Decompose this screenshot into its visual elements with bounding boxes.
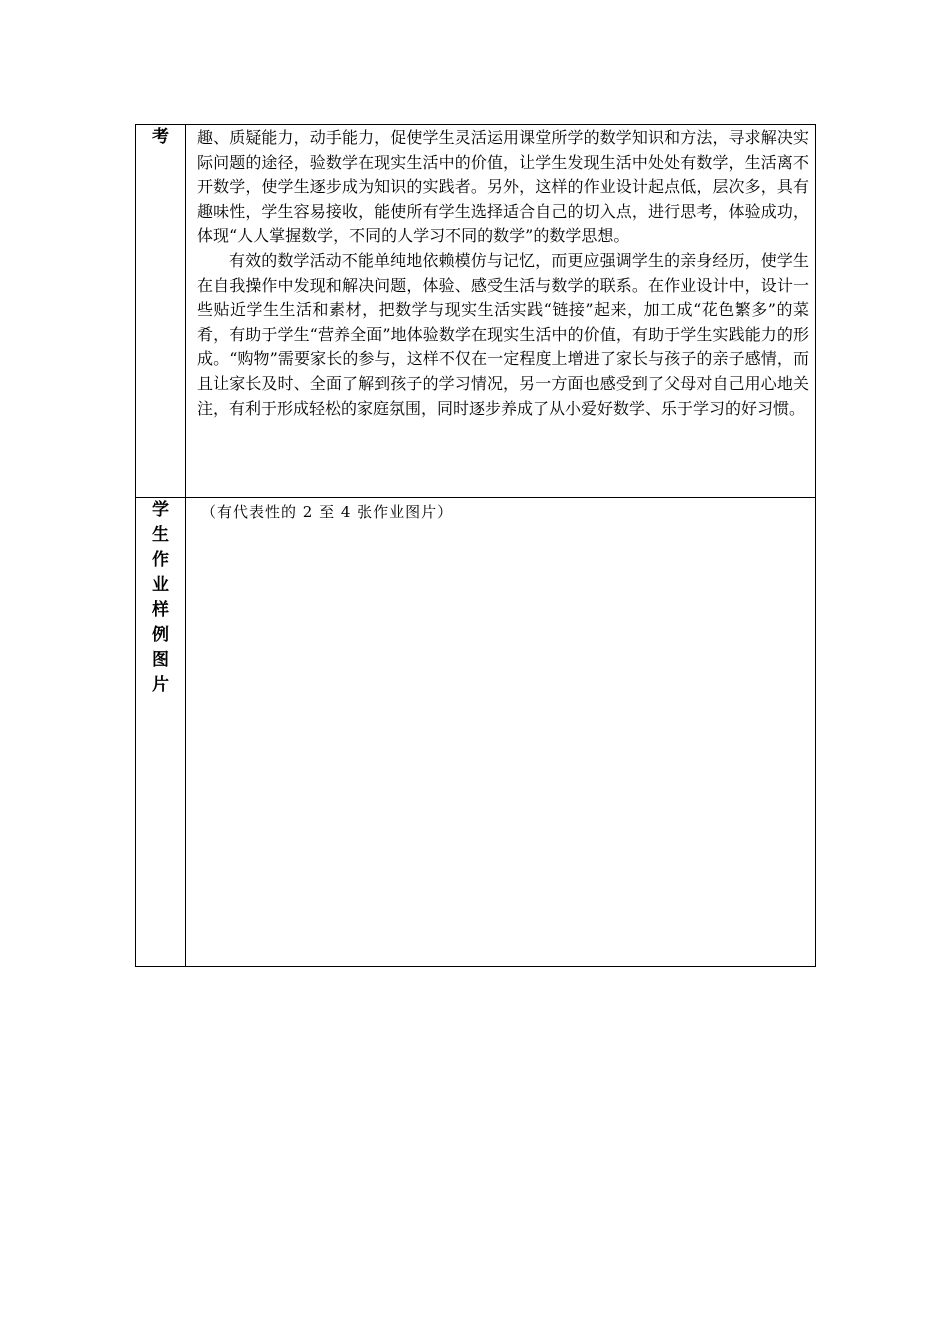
- reflection-paragraph-2: 有效的数学活动不能单纯地依赖模仿与记忆，而更应强调学生的亲身经历，使学生在自我操作中发现和解决问题，体验、感受生活与数学的联系。在作业设计中，设计一些贴近学生生活和素材，把数学与现实生活实践“链接”起来，加工成“花色繁多”的菜肴，有助于学生“营养全面”地体验数学在现实生活中的价值，有助于学生实践能力的形成。“购物”需要家长的参与，这样不仅在一定程度上增进了家长与孩子的亲子感情，而且让家长及时、全面了解到孩子的学习情况，另一方面也感受到了父母对自己用心地关注，有利于形成轻松的家庭氛围，同时逐步养成了从小爱好数学、乐于学习的好习惯。: [197, 250, 809, 418]
- vertical-label-char: 业: [152, 575, 169, 595]
- vertical-label-char: 例: [152, 625, 169, 645]
- vertical-label-char: 样: [152, 600, 169, 620]
- row-label-kao: 考: [152, 127, 169, 147]
- document-table: [135, 124, 816, 967]
- vertical-label-char: 图: [152, 650, 169, 670]
- reflection-paragraph-1: 趣、质疑能力，动手能力，促使学生灵活运用课堂所学的数学知识和方法，寻求解决实际问题的途径，验数学在现实生活中的价值，让学生发现生活中处处有数学，生活离不开数学，使学生逐步成为知识的实践者。另外，这样的作业设计起点低，层次多，具有趣味性，学生容易接收，能使所有学生选择适合自己的切入点，进行思考，体验成功，体现“人人掌握数学，不同的人学习不同的数学”的数学思想。: [197, 128, 809, 246]
- vertical-label-char: 学: [152, 500, 169, 520]
- vertical-label-char: 片: [152, 675, 169, 695]
- row-label-cell: [136, 125, 186, 498]
- table-row-reflection: [136, 125, 816, 498]
- student-work-note: （有代表性的 2 至 4 张作业图片）: [201, 503, 454, 521]
- student-work-content-cell: [186, 498, 816, 967]
- reflection-content-cell: [186, 125, 816, 498]
- table-row-student-work: [136, 498, 816, 967]
- vertical-label-char: 作: [152, 550, 169, 570]
- vertical-label-char: 生: [152, 525, 169, 545]
- vertical-label-cell: [136, 498, 186, 967]
